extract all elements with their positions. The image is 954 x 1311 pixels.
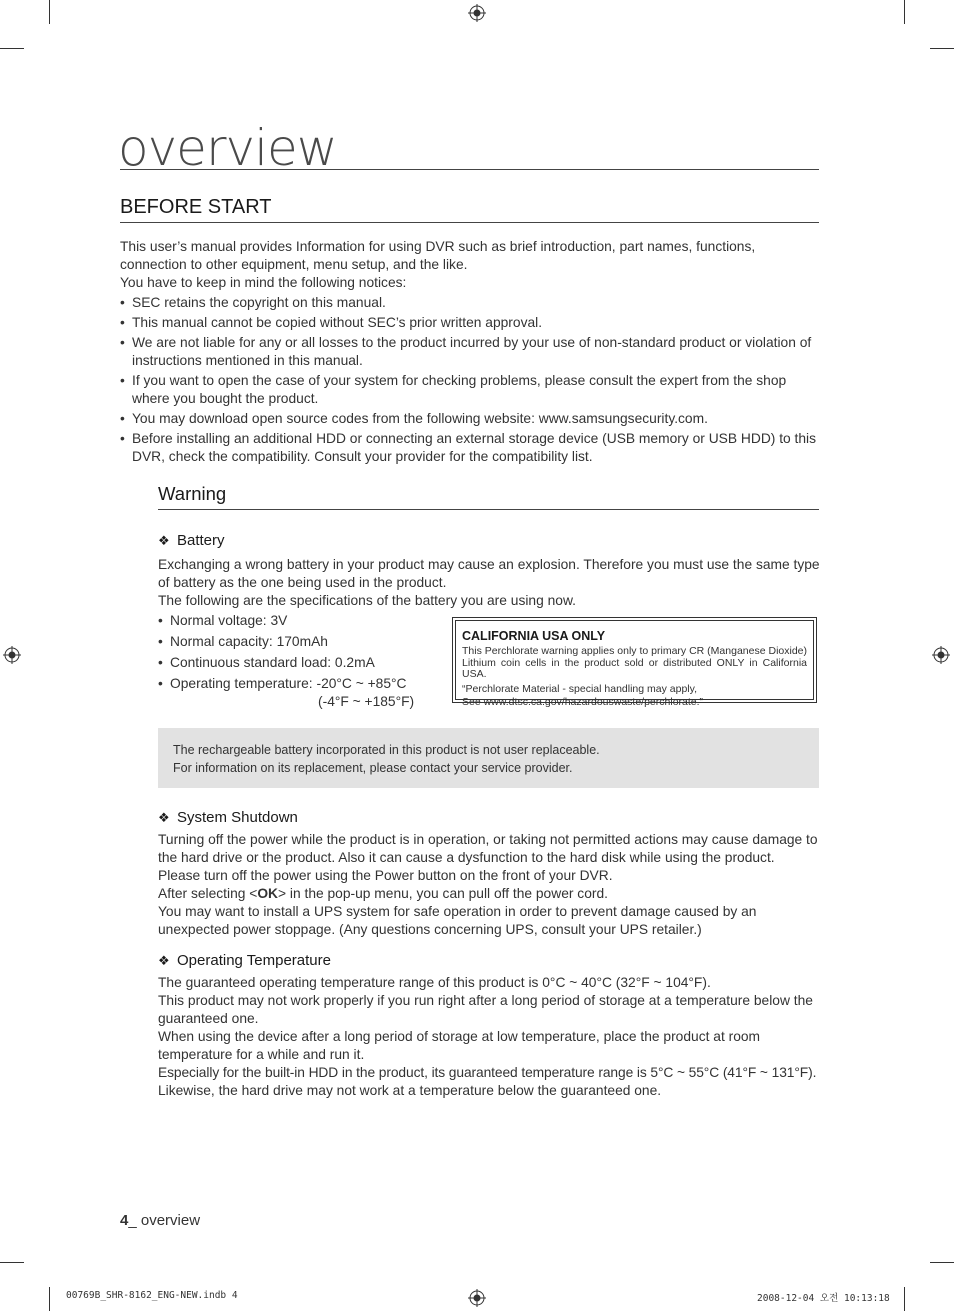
- diamond-icon: ❖: [158, 810, 170, 825]
- list-item: [158, 675, 448, 693]
- intro-paragraph: This user’s manual provides Information for using DVR such as brief introduction, part names, functions, connection to other equipment, menu setup, and the like.: [120, 239, 756, 272]
- registration-mark-icon: [468, 4, 486, 22]
- battery-paragraph: Exchanging a wrong battery in your product may cause an explosion. Therefore you must use the same type of battery as the one being used in the product.: [158, 557, 820, 590]
- crop-mark: [49, 1287, 50, 1311]
- battery-heading: [158, 531, 225, 551]
- warning-heading: Warning: [158, 483, 227, 504]
- temperature-heading: [158, 951, 331, 971]
- crop-mark: [930, 1262, 954, 1263]
- bullet-icon: •: [120, 335, 125, 350]
- diamond-icon: ❖: [158, 953, 170, 968]
- registration-mark-icon: [932, 646, 950, 664]
- bullet-icon: •: [158, 676, 163, 691]
- spec-text: Normal voltage: 3V: [170, 613, 288, 628]
- crop-mark: [49, 0, 50, 24]
- list-item: [158, 612, 448, 630]
- bullet-icon: •: [158, 634, 163, 649]
- page-footer-label: _ overview: [128, 1212, 201, 1229]
- california-notice-box: [452, 617, 817, 708]
- warning-rule: [158, 509, 819, 510]
- shutdown-text: [158, 831, 820, 939]
- list-item: [120, 314, 820, 332]
- page-title: overview: [118, 119, 337, 177]
- battery-text: [158, 556, 820, 610]
- shutdown-heading-text: System Shutdown: [177, 809, 298, 826]
- temperature-heading-text: Operating Temperature: [177, 952, 331, 969]
- intro-paragraph: You have to keep in mind the following notices:: [120, 275, 407, 290]
- temperature-paragraph: The guaranteed operating temperature range of this product is 0°C ~ 40°C (32°F ~ 104°F).: [158, 975, 711, 990]
- shutdown-paragraph: Please turn off the power using the Power button on the front of your DVR.: [158, 868, 613, 883]
- battery-heading-text: Battery: [177, 532, 225, 549]
- diamond-icon: ❖: [158, 533, 170, 548]
- notice-text: If you want to open the case of your system for checking problems, please consult the expert from the shop where you bought the product.: [132, 373, 787, 406]
- ok-label: OK: [257, 886, 279, 901]
- list-item: [120, 410, 820, 428]
- crop-mark: [904, 1287, 905, 1311]
- print-slug-left: 00769B_SHR-8162_ENG-NEW.indb 4: [66, 1290, 238, 1301]
- temperature-paragraph: Especially for the built-in HDD in the product, its guaranteed temperature range is 5°C ~ 55°C (41°F ~ 131°F).: [158, 1065, 817, 1080]
- shutdown-paragraph: [158, 885, 820, 903]
- page-footer: [120, 1212, 200, 1229]
- section-heading: BEFORE START: [120, 196, 272, 218]
- crop-mark: [0, 48, 24, 49]
- notice-text: Before installing an additional HDD or connecting an external storage device (USB memory or USB HDD) to this DVR, check the compatibility. Consult your provider for the compatibility list.: [132, 431, 817, 464]
- temperature-text: [158, 974, 822, 1100]
- list-item: [158, 654, 448, 672]
- notice-text: You may download open source codes from the following website: www.samsungsecurity.com.: [132, 411, 708, 426]
- california-line: See www.dtsc.ca.gov/hazardouswaste/perchlorate.”: [462, 696, 704, 708]
- bullet-icon: •: [158, 655, 163, 670]
- california-line: “Perchlorate Material - special handling may apply,: [462, 682, 697, 695]
- california-line: This Perchlorate warning applies only to primary CR (Manganese Dioxide) Lithium coin cells in the product sold or distributed ONLY in California USA.: [462, 645, 807, 680]
- notice-text: We are not liable for any or all losses to the product incurred by your use of non-standard product or violation of instructions mentioned in this manual.: [132, 335, 812, 368]
- list-item: [120, 294, 820, 312]
- list-item: [120, 430, 820, 466]
- shutdown-p3-pre: After selecting <: [158, 886, 258, 901]
- registration-mark-icon: [468, 1289, 486, 1307]
- notice-text: SEC retains the copyright on this manual.: [132, 295, 386, 310]
- spec-fahrenheit: (-4°F ~ +185°F): [318, 694, 415, 709]
- california-title: CALIFORNIA USA ONLY: [462, 629, 606, 643]
- note-line: The rechargeable battery incorporated in this product is not user replaceable.: [173, 743, 600, 757]
- list-item: [158, 633, 448, 651]
- crop-mark: [930, 48, 954, 49]
- temperature-paragraph: Likewise, the hard drive may not work at a temperature below the guaranteed one.: [158, 1083, 662, 1098]
- bullet-icon: •: [120, 431, 125, 446]
- california-notice-inner: [455, 620, 814, 708]
- bullet-icon: •: [158, 613, 163, 628]
- bullet-icon: •: [120, 373, 125, 388]
- intro-block: [120, 238, 820, 468]
- temperature-paragraph: When using the device after a long period of storage at low temperature, place the product at room temperature for a while and run it.: [158, 1029, 761, 1062]
- bullet-icon: •: [120, 315, 125, 330]
- crop-mark: [0, 1262, 24, 1263]
- shutdown-paragraph: You may want to install a UPS system for safe operation in order to prevent damage caused by an unexpected power stoppage. (Any questions concerning UPS, consult your UPS retailer.): [158, 904, 757, 937]
- bullet-icon: •: [120, 295, 125, 310]
- bullet-icon: •: [120, 411, 125, 426]
- title-rule: [120, 169, 819, 170]
- registration-mark-icon: [3, 646, 21, 664]
- notice-text: This manual cannot be copied without SEC’s prior written approval.: [132, 315, 543, 330]
- spec-text: Operating temperature: -20°C ~ +85°C: [170, 676, 407, 691]
- spec-text: Normal capacity: 170mAh: [170, 634, 328, 649]
- replacement-note: [158, 728, 819, 788]
- crop-mark: [904, 0, 905, 24]
- section-rule: [120, 222, 819, 223]
- list-item: [120, 334, 820, 370]
- page-number: 4: [120, 1212, 129, 1229]
- temperature-paragraph: This product may not work properly if you run right after a long period of storage at a temperature below the guaranteed one.: [158, 993, 813, 1026]
- shutdown-p3-post: > in the pop-up menu, you can pull off the power cord.: [278, 886, 608, 901]
- shutdown-paragraph: Turning off the power while the product is in operation, or taking not permitted actions may cause damage to the hard drive or the product. Also it can cause a dysfunction to the hard disk while using the product.: [158, 832, 818, 865]
- note-line: For information on its replacement, please contact your service provider.: [173, 761, 573, 775]
- print-slug-right: 2008-12-04 오전 10:13:18: [757, 1293, 890, 1304]
- battery-paragraph: The following are the specifications of the battery you are using now.: [158, 593, 576, 608]
- shutdown-heading: [158, 808, 298, 828]
- list-item: [120, 372, 820, 408]
- battery-specs: [158, 612, 448, 711]
- spec-text: Continuous standard load: 0.2mA: [170, 655, 375, 670]
